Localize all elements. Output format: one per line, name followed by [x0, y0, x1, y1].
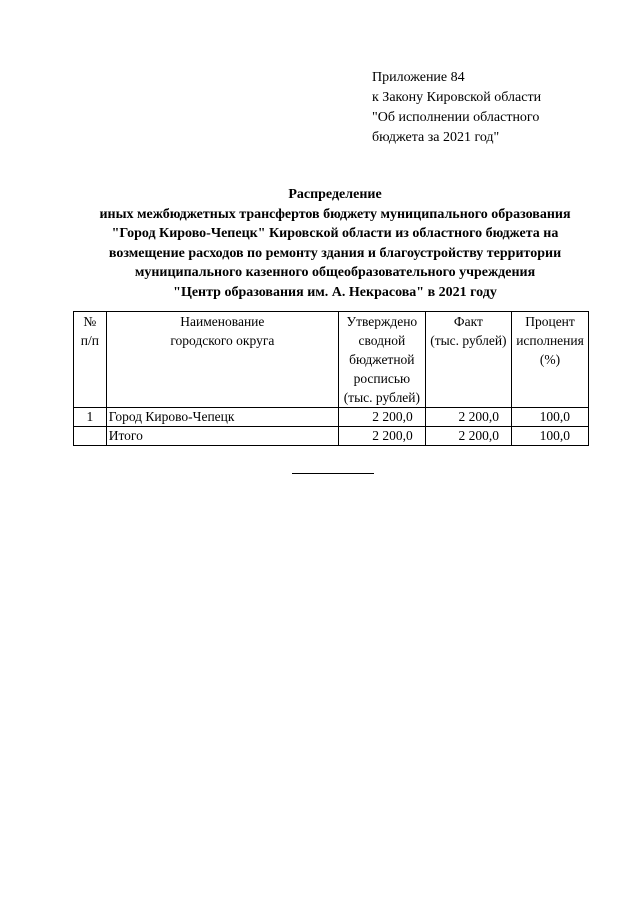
cell-name: Итого	[106, 427, 338, 446]
header-line: Факт	[453, 314, 483, 329]
header-line: Процент	[525, 314, 575, 329]
cell-fact: 2 200,0	[425, 408, 511, 427]
cell-name: Город Кирово-Чепецк	[106, 408, 338, 427]
header-num	[74, 312, 107, 408]
header-fact	[425, 312, 511, 408]
title-line: муниципального казенного общеобразовательного учреждения	[134, 265, 536, 281]
header-percent	[512, 312, 589, 408]
cell-approved: 2 200,0	[338, 408, 425, 427]
appendix-line: Приложение 84	[372, 70, 465, 85]
header-line: №	[83, 314, 97, 329]
appendix-line: "Об исполнении областного	[372, 110, 540, 125]
appendix-line: бюджета за 2021 год"	[372, 130, 500, 145]
cell-percent: 100,0	[512, 408, 589, 427]
title-line: "Город Кирово-Чепецк" Кировской области из областного бюджета на	[111, 226, 559, 242]
header-line: (%)	[539, 352, 561, 367]
title-line: "Центр образования им. А. Некрасова" в 2021 году	[173, 284, 497, 300]
header-line: Утверждено	[346, 314, 418, 329]
cell-approved: 2 200,0	[338, 427, 425, 446]
header-line: сводной	[358, 333, 406, 348]
title-line: возмещение расходов по ремонту здания и благоустройству территории	[108, 245, 562, 261]
header-line: городского округа	[170, 333, 275, 348]
header-approved	[338, 312, 425, 408]
table-total-row	[74, 427, 589, 446]
title-line: иных межбюджетных трансфертов бюджету муниципального образования	[99, 206, 571, 222]
appendix-line: к Закону Кировской области	[372, 90, 542, 105]
header-line: бюджетной	[349, 352, 415, 367]
title-line: Распределение	[288, 187, 382, 202]
header-line: (тыс. рублей)	[343, 390, 421, 405]
cell-percent: 100,0	[512, 427, 589, 446]
cell-fact: 2 200,0	[425, 427, 511, 446]
cell-num	[74, 427, 107, 446]
cell-num: 1	[74, 408, 107, 427]
distribution-table	[73, 311, 589, 446]
document-title	[60, 185, 610, 303]
header-line: п/п	[80, 333, 99, 348]
header-line: Наименование	[180, 314, 265, 329]
header-name	[106, 312, 338, 408]
header-line: росписью	[353, 371, 411, 386]
header-line: исполнения	[516, 333, 584, 348]
appendix-block	[372, 68, 541, 148]
table-row	[74, 408, 589, 427]
header-line: (тыс. рублей)	[430, 333, 507, 348]
table-header-row	[74, 312, 589, 408]
closing-rule	[292, 473, 374, 474]
